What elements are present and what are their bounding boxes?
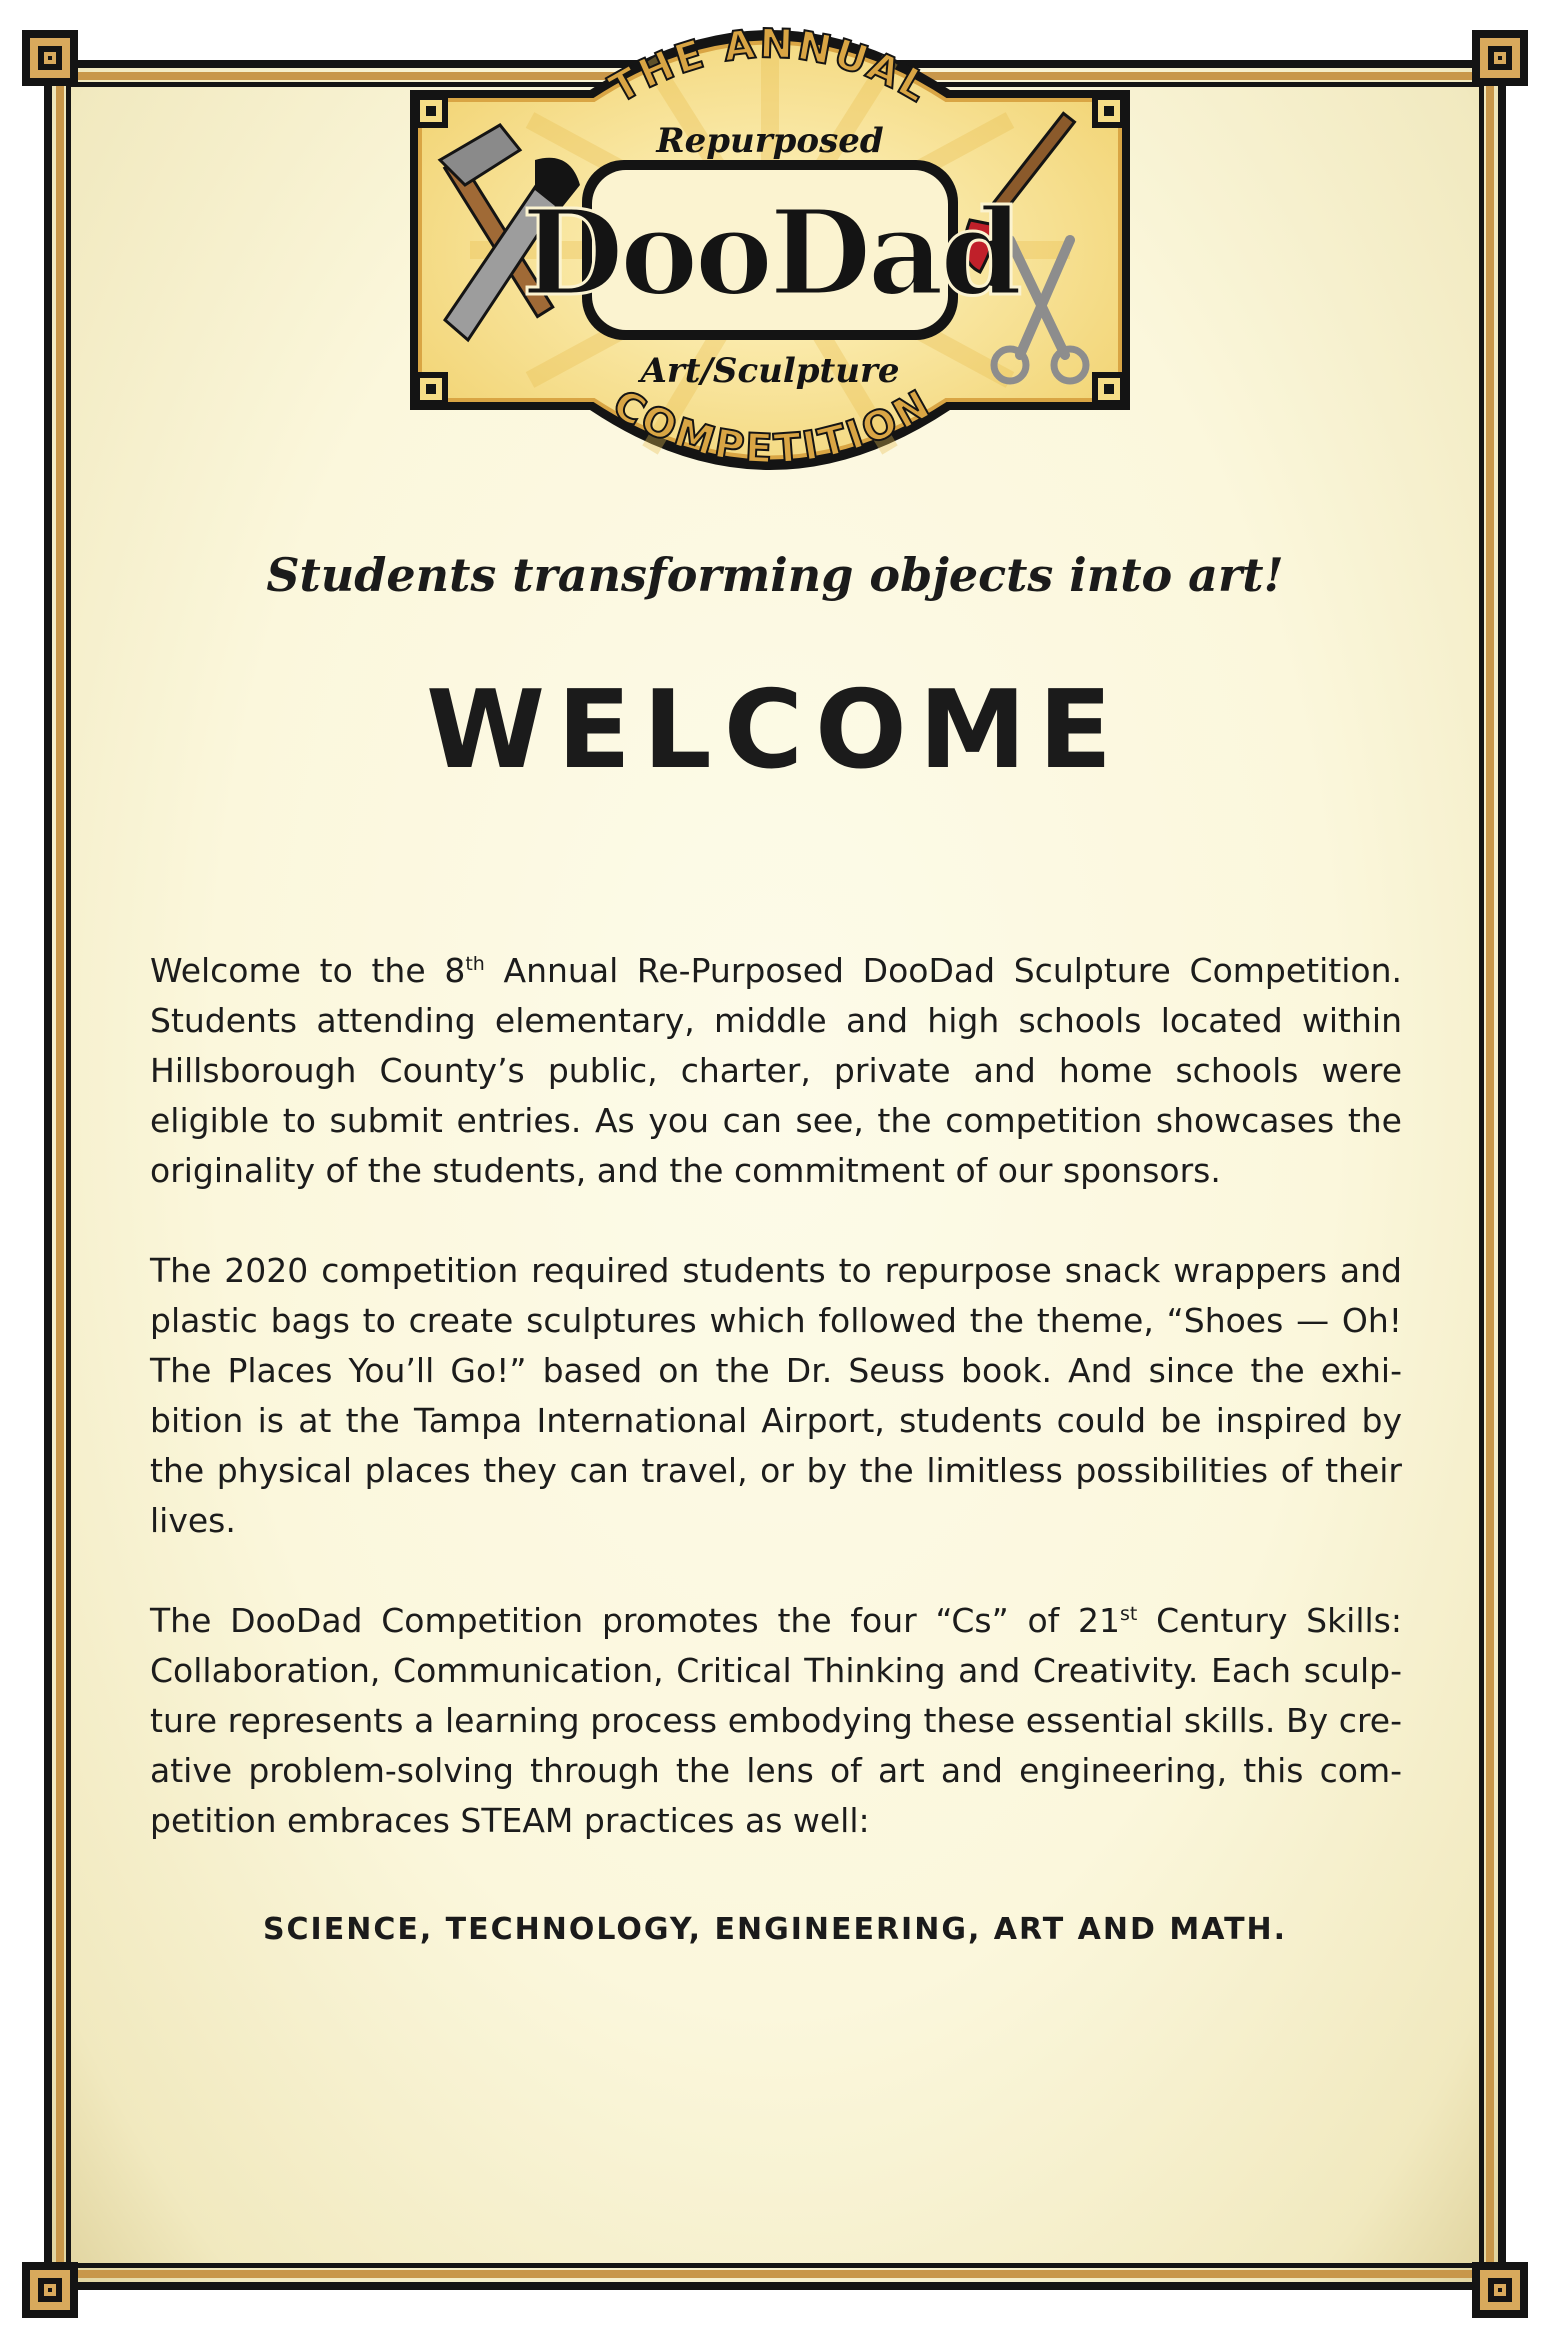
corner-ornament-bottom-right [1472,2262,1528,2318]
page-title: WELCOME [425,668,1125,793]
logo-art-sculpture: Art/Sculpture [640,351,900,391]
corner-ornament-top-right [1472,30,1528,86]
paragraph-intro: Welcome to the 8th Annual Re-Purposed DooDad Sculpture Competition. Students attending elementary, middle and high schools located within Hillsborough County’s public, charter, private and home schools were eligible to submit entries. As you can see, the competition showcases the originality of the students, and the commitment of our sponsors. [150,951,1402,1190]
paragraph-skills: The DooDad Competition promotes the four “Cs” of 21st Century Skills: Collaboration, Communication, Critical Thinking and Creativity. Each sculp-ture represents a learning process embodying these essential skills. By cre-ative problem-solving through the lens of art and engineering, this com-petition embraces STEAM practices as well: [150,1601,1402,1840]
tagline: Students transforming objects into art! [266,548,1284,602]
steam-line: SCIENCE, TECHNOLOGY, ENGINEERING, ART AND MATH. [262,1912,1288,1947]
logo-name: DooDad [521,183,1019,322]
corner-ornament-top-left [22,30,78,86]
welcome-body [150,946,1402,1896]
corner-ornament-bottom-left [22,2262,78,2318]
doodad-logo [370,10,1170,490]
logo-arc-top: THE ANNUAL [602,21,938,113]
paragraph-theme: The 2020 competition required students to repurpose snack wrappers and plastic bags to create sculptures which followed the theme, “Shoes — Oh! The Places You’ll Go!” based on the Dr. Seuss book. And since the exhi-bition is at the Tampa International Airport, students could be inspired by the physical places they can travel, or by the limitless possibilities of their lives. [150,1251,1402,1540]
logo-arc-bottom: COMPETITION [604,380,940,473]
logo-repurposed: Repurposed [656,121,884,161]
